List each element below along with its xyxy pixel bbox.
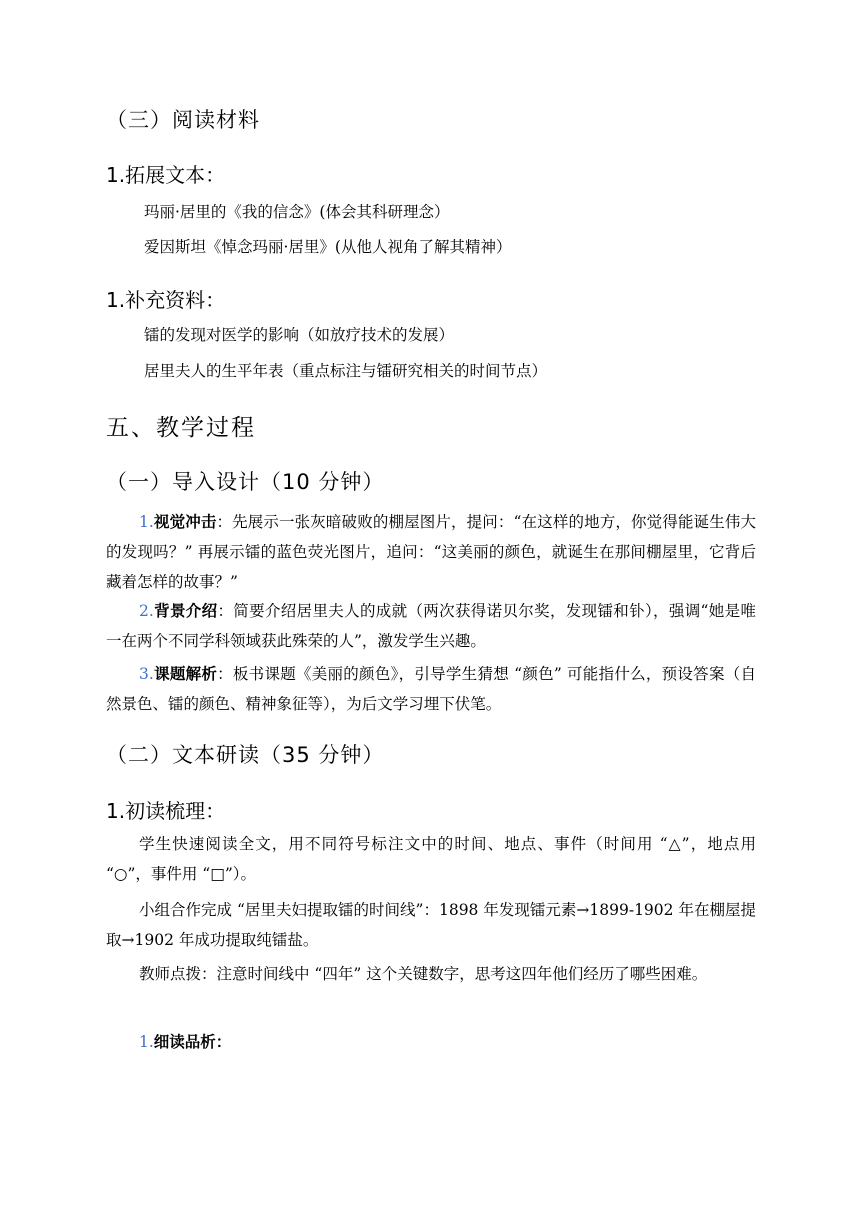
item-number: 2. [139, 602, 154, 620]
subheading-supplementary-materials: 1.补充资料： [106, 288, 226, 312]
list-item: 爱因斯坦《悼念玛丽·居里》(从他人视角了解其精神） [144, 238, 512, 256]
item-text: ：先展示一张灰暗破败的棚屋图片，提问：“在这样的地方，你觉得能诞生伟大的发现吗？” 再展示镭的蓝色荧光图片，追问：“这美丽的颜色，就诞生在那间棚屋里，它背后藏着怎样的故事？” [106, 513, 756, 591]
intro-item-3 [106, 659, 756, 719]
section-heading-reading-materials: （三）阅读材料 [106, 108, 260, 132]
section-heading-teaching-process: 五、教学过程 [106, 415, 256, 441]
paragraph: 学生快速阅读全文，用不同符号标注文中的时间、地点、事件（时间用 “△”，地点用 “○”，事件用 “□”）。 [106, 835, 756, 883]
paragraph: 小组合作完成 “居里夫妇提取镭的时间线”：1898 年发现镭元素→1899-1902 年在棚屋提取→1902 年成功提取纯镭盐。 [106, 901, 756, 949]
item-label: 课题解析 [153, 664, 218, 683]
item-label: 细读品析： [153, 1032, 232, 1051]
section-heading-text-study: （二）文本研读（35 分钟） [106, 743, 385, 767]
subheading-extended-texts: 1.拓展文本： [106, 163, 226, 187]
item-label: 背景介绍 [153, 601, 218, 620]
list-item: 居里夫人的生平年表（重点标注与镭研究相关的时间节点） [144, 362, 548, 380]
item-number: 1. [139, 513, 154, 531]
item-text: ：板书课题《美丽的颜色》，引导学生猜想 “颜色” 可能指什么，预设答案（自然景色、镭的颜色、精神象征等），为后文学习埋下伏笔。 [106, 665, 756, 713]
intro-item-1 [106, 507, 756, 597]
section-heading-introduction: （一）导入设计（10 分钟） [106, 470, 385, 494]
item-number: 3. [139, 665, 154, 683]
item-text: ：简要介绍居里夫人的成就（两次获得诺贝尔奖，发现镭和钋），强调“她是唯一在两个不同学科领域获此殊荣的人”，激发学生兴趣。 [106, 602, 756, 650]
list-item: 镭的发现对医学的影响（如放疗技术的发展） [144, 326, 455, 344]
intro-item-2 [106, 596, 756, 656]
close-reading-heading [139, 1030, 231, 1052]
item-number: 1. [139, 1033, 154, 1051]
list-item: 玛丽·居里的《我的信念》(体会其科研理念） [144, 203, 450, 221]
subheading-first-reading: 1.初读梳理： [106, 799, 226, 823]
item-label: 视觉冲击 [153, 512, 217, 531]
paragraph: 教师点拨：注意时间线中 “四年” 这个关键数字，思考这四年他们经历了哪些困难。 [139, 965, 708, 983]
